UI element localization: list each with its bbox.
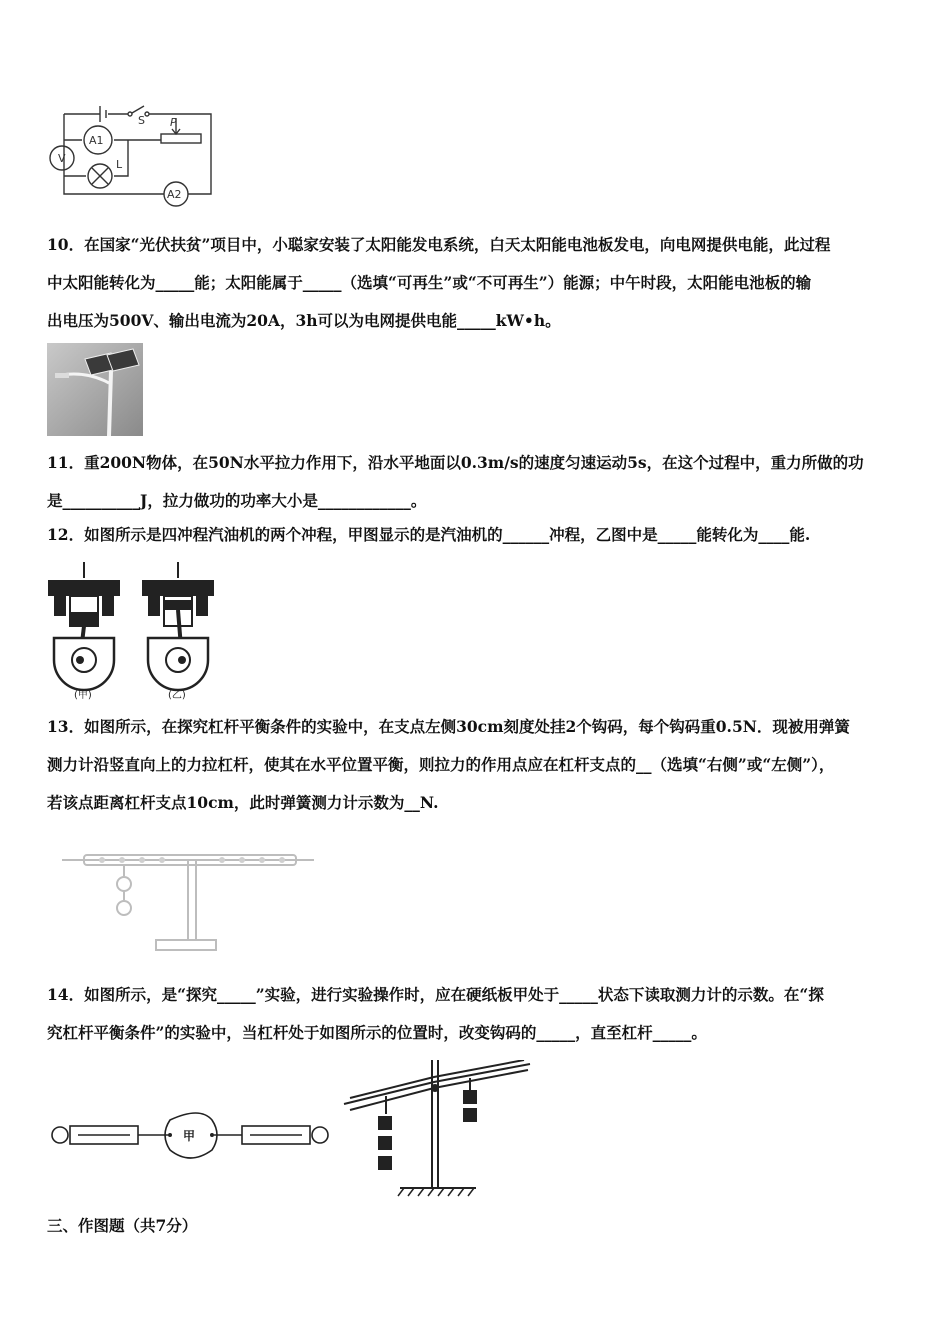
q13-line-2: 测力计沿竖直向上的力拉杠杆，使其在水平位置平衡，则拉力的作用点应在杠杆支点的__（选填“右侧”或“左侧”）， [47, 755, 835, 774]
slider-label: P [170, 116, 177, 129]
section-3-title [47, 1207, 907, 1245]
engine-yi [142, 562, 214, 690]
engine-diagrams [44, 560, 224, 702]
caption-jia: (甲) [74, 690, 92, 701]
caption-yi: (乙) [168, 690, 186, 701]
ammeter1-label: A1 [89, 134, 104, 147]
q11-line-1: 11．重200N物体，在50N水平拉力作用下，沿水平地面以0.3m/s的速度匀速运动5s，在这个过程中，重力所做的功 [47, 453, 864, 472]
question-14 [47, 976, 907, 1052]
solar-lamp-photo [47, 343, 143, 436]
q14-line-1: 14．如图所示，是“探究_____”实验，进行实验操作时，应在硬纸板甲处于_____状态下读取测力计的示数。在“探 [47, 985, 824, 1004]
engine-jia [48, 562, 120, 690]
q11-line-2: 是__________J，拉力做功的功率大小是____________。 [47, 491, 427, 510]
ammeter2-label: A2 [167, 188, 182, 201]
question-10 [47, 226, 907, 340]
q10-line-2: 中太阳能转化为_____能；太阳能属于_____（选填“可再生”或“不可再生”）能源；中午时段，太阳能电池板的输 [47, 273, 812, 292]
q10-line-1: 10．在国家“光伏扶贫”项目中，小聪家安装了太阳能发电系统，白天太阳能电池板发电，向电网提供电能，此过程 [47, 235, 831, 254]
q13-line-3: 若该点距离杠杆支点10cm，此时弹簧测力计示数为__N. [47, 793, 439, 812]
question-11 [47, 444, 907, 520]
tilted-lever-diagram [338, 1060, 538, 1198]
card-label: 甲 [183, 1129, 196, 1143]
q10-line-3: 出电压为500V、输出电流为20A，3h可以为电网提供电能_____kW•h。 [47, 311, 561, 330]
balanced-forces-diagram [50, 1108, 335, 1168]
lever-diagram [62, 840, 318, 960]
question-13 [47, 708, 907, 822]
q12-line-1: 12．如图所示是四冲程汽油机的两个冲程，甲图显示的是汽油机的______冲程，乙图中是_____能转化为____能. [47, 525, 811, 544]
switch-label: S [138, 114, 145, 127]
q14-line-2: 究杠杆平衡条件”的实验中，当杠杆处于如图所示的位置时，改变钩码的_____，直至杠杆_____。 [47, 1023, 707, 1042]
voltmeter-label: V [58, 152, 66, 165]
q13-line-1: 13．如图所示，在探究杠杆平衡条件的实验中，在支点左侧30cm刻度处挂2个钩码，每个钩码重0.5N．现被用弹簧 [47, 717, 850, 736]
lamp-label: L [116, 158, 123, 171]
section-3-title-text: 三、作图题（共7分） [47, 1216, 198, 1235]
question-12 [47, 516, 907, 554]
circuit-diagram [48, 96, 218, 208]
